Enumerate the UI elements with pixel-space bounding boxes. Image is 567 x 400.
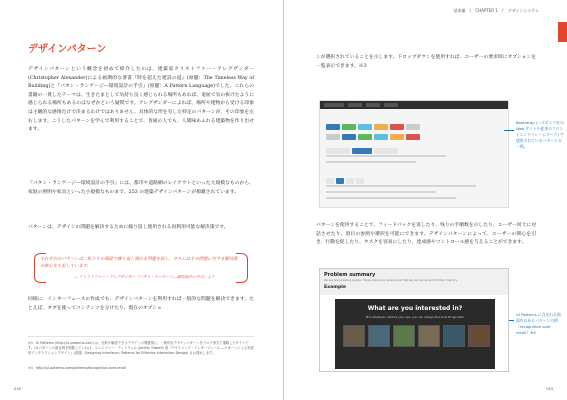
footnote-4-number: ※4 xyxy=(28,366,33,370)
ui-patterns-figure xyxy=(319,268,509,372)
pull-quote-attribution: — クリストファー・アレグザンダー『パタン・ランゲージ―環境設計の手引』より xyxy=(74,274,215,279)
interest-picker-panel xyxy=(335,299,495,369)
footnote-3-text: UI Patterns (http://ui-patterns.com) は、比較や解説できるデザインの問題別に、一般的なデザインパターンをブログ形式で掲載したサイトです。UI パターンの最良例を閲覧していれば、ジェニファー・ティドウェル (Jenifer Tidwell) 著『デザイニング・インターフェース ―パターンによる実践的インタラクションデザイン』(原題：Designing Interfaces: Patterns for Effective Interaction Design) もお奨めします。 xyxy=(28,341,254,355)
body-paragraph-2: 『パタン・ランゲージ―環境設計の手引』には、都市や道路網のレイアウトといった大規模なものから、家庭の照明や家具といった小規模なものまで、253 の建築デザインパターンが掲載されています。 xyxy=(28,181,254,195)
figure-navbar xyxy=(320,101,508,109)
body-paragraph-3: パターンは、デザインの問題を解決するために繰り返し使用される再利用可能な解決策です。 xyxy=(28,225,229,230)
pull-quote: それぞれのパターンは、私たちの環境で繰り返し現れる問題を説し、さらにはその問題に対する解決策の核心をも記しています。 xyxy=(40,257,238,269)
callout-1-leader xyxy=(504,130,514,131)
running-head-section: デザインシステム xyxy=(507,8,539,13)
footnote-4-link[interactable]: http://ui-patterns.com/patterns/Recognition-over-recall xyxy=(35,366,127,370)
figure-2-subtitle: We are brain-reading people. Things previously experienced that we can recognize from their memory. xyxy=(324,279,458,282)
bootstrap-figure xyxy=(319,100,509,208)
interest-question: What are you interested in? xyxy=(367,305,463,312)
interest-tile[interactable] xyxy=(468,325,490,347)
page-number-right: 019 xyxy=(546,387,553,391)
callout-2: UI Patterns に含まれる画面内のあるパターンの例（recognition over recall）※4 xyxy=(516,312,561,335)
interest-tile[interactable] xyxy=(393,325,415,347)
running-head-chapter: CHAPTER 1 xyxy=(475,8,498,13)
footnote-3-number: ※3 xyxy=(28,341,33,345)
figure-2-header xyxy=(320,269,508,295)
right-page xyxy=(284,0,567,400)
footnote-3 xyxy=(28,341,254,356)
interest-question-sub: Pick whatever catches your eye, you can always fine-tune things later xyxy=(365,315,465,319)
figure-pagination xyxy=(326,169,366,175)
interest-tile[interactable] xyxy=(343,325,365,347)
figure-button-row-2 xyxy=(326,125,422,131)
running-head-part: 基本編 xyxy=(453,8,466,13)
body-paragraph-6: パターンを使用することで、フィードバックを返したり、残りの手順数を示したり、ユーザー同士に対話させたり、項目の参照や選択を可能にできます。デザインパターンによって、ユーザーの関心を引き、行動を促したり、タスクを容易にしたり、達成感やコントロール感を与えることができます。 xyxy=(316,223,536,246)
figure-2-example-label: Example xyxy=(324,285,346,290)
interest-tile[interactable] xyxy=(418,325,440,347)
callout-1: Bootstrap (ハズボンフ社の Web サイトや従来のフロントエンドフレームワーク) で使用されているパターンの一例。 xyxy=(516,120,564,149)
section-title: デザインパターン xyxy=(28,44,107,55)
figure-button-row-1 xyxy=(326,115,422,121)
footnote-rule xyxy=(28,336,254,337)
page-number-left: 018 xyxy=(14,387,21,391)
footnote-4 xyxy=(28,366,254,371)
quote-bracket-right xyxy=(236,253,248,283)
body-paragraph-5: ンが選択されていることを示します。ドロップダウンを使用すれば、ユーザーの要求時にオプションを一覧表示できます。※3 xyxy=(316,55,536,69)
left-page xyxy=(0,0,283,400)
figure-button-row-3 xyxy=(326,139,400,145)
body-paragraph-4: 同様に、インターフェースの作成でも、デザインパターンを利用すれば一般的な問題を解決できます。たとえば、タブを使ってコンテンツを分けたり、現在のオプショ xyxy=(28,297,254,311)
chapter-thumb-tab xyxy=(558,22,567,42)
figure-2-title: Problem summary xyxy=(324,272,376,278)
callout-2-leader xyxy=(509,320,514,321)
interest-tile[interactable] xyxy=(368,325,390,347)
interest-tile[interactable] xyxy=(443,325,465,347)
running-head: 基本編 / CHAPTER 1 / デザインシステム xyxy=(453,8,539,13)
body-paragraph-1: デザインパターンという概念を初めて紹介したのは、建築家クリストファー・アレグザンダー(Christopher Alexander)による画期的な著書『時を超えた建設の道』(原題：The Timeless Way of Building)と『パタン・ランゲージ―環境設計の手引』(原題：A Pattern Language)でした。これらの書籍の一貫したテーマは、生きたまとして気持ち良く感じられる場所もあれば、退屈で気の抜けたように感じられる場所もあるのはなぜかという疑問です。アレグザンダーによれば、場所や建物から受ける印象は主観的な感情だけで決まるわけではありません。具体的な形を有した特定のパターンが、その印象を左右します。こうしたパターンを学んで利用することで、普通の人でも、人間味あふれる建築物を作り出せます。 xyxy=(28,67,254,133)
